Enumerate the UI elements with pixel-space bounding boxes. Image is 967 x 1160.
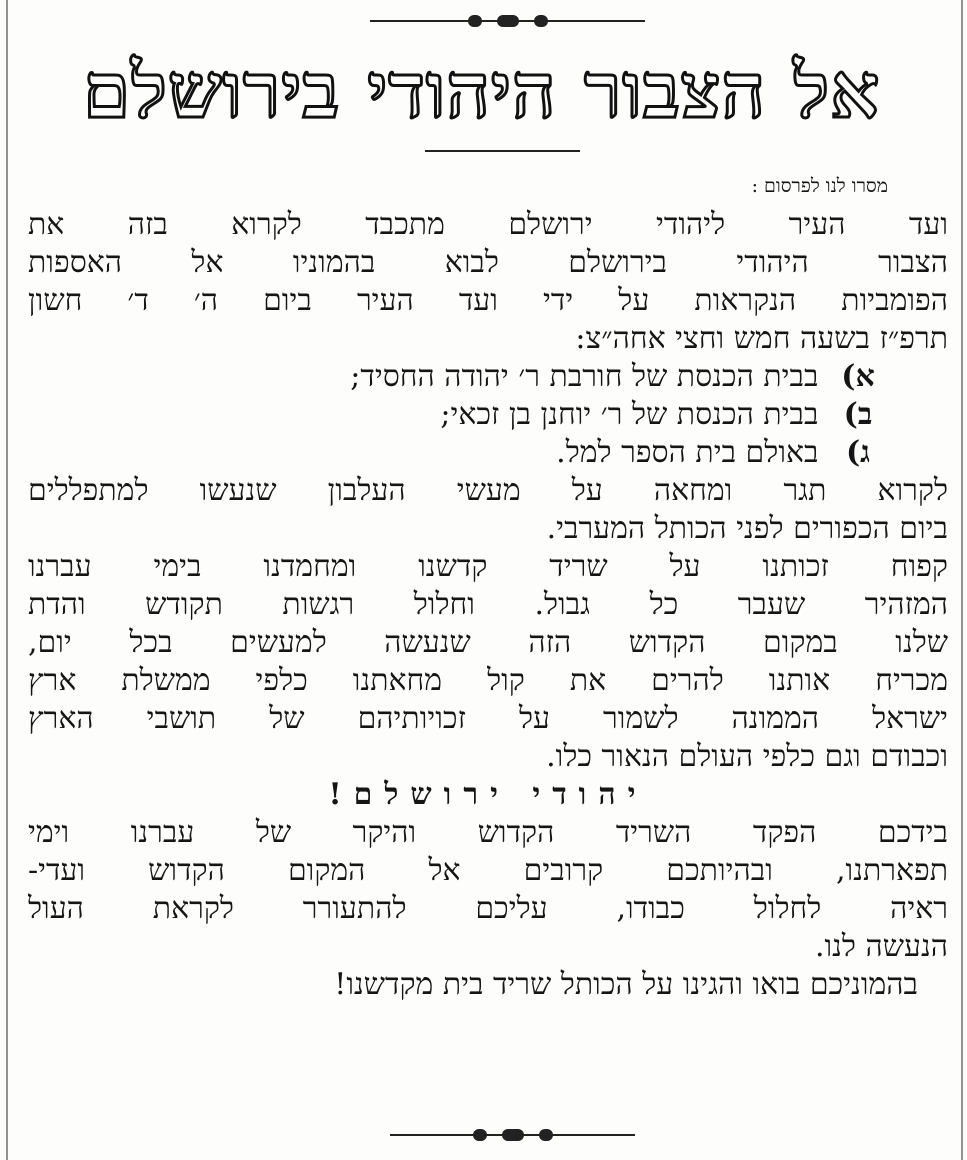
closing-line: בהמוניכם בואו והגינו על הכותל שריד בית מקדשנו! bbox=[334, 967, 918, 1002]
list-item-text: בבית הכנסת של ר׳ יוחנן בן זכאי; bbox=[440, 397, 819, 432]
paragraph-2 bbox=[28, 472, 948, 548]
headline-word-3: בירושלם bbox=[82, 46, 341, 135]
text-line: ישראל הממונה לשמור על זכויותיהם של תושבי הארץ bbox=[28, 701, 948, 736]
location-list bbox=[28, 358, 948, 472]
list-item bbox=[28, 396, 888, 434]
headline-words-2: הצבור היהודי bbox=[367, 46, 767, 135]
text-line: שלנו במקום הקדוש הזה שנעשה למעשים בכל יום, bbox=[28, 625, 948, 660]
paragraph-1 bbox=[28, 206, 948, 358]
list-marker: א) bbox=[841, 359, 875, 394]
text-line: קפוח זכותנו על שריד קדשנו ומחמדנו בימי עברנו bbox=[28, 549, 948, 584]
paragraph-3 bbox=[28, 548, 948, 776]
text-line: הפומביות הנקראות על ידי ועד העיר ביום ה׳ ד׳ חשון bbox=[28, 283, 948, 318]
list-item-text: באולם בית הספר למל. bbox=[556, 435, 819, 470]
editor-note: מסרו לנו לפרסום : bbox=[751, 175, 888, 197]
list-item-text: בבית הכנסת של חורבת ר׳ יהודה החסיד; bbox=[350, 359, 819, 394]
list-marker: ג) bbox=[845, 435, 871, 470]
headline-underline bbox=[425, 150, 580, 152]
text-line: בידכם הפקד השריד הקדוש והיקר של עברנו וימי bbox=[28, 815, 948, 850]
list-marker: ב) bbox=[843, 397, 873, 432]
text-line: הצבור היהודי בירושלם לבוא בהמוניו אל האספות bbox=[28, 245, 948, 280]
text-line: לקרוא תגר ומחאה על מעשי העלבון שנעשו למתפללים bbox=[28, 473, 948, 508]
top-ornament-rule bbox=[370, 14, 645, 28]
article-body bbox=[28, 160, 948, 1004]
callout: יהודי ירושלם! bbox=[328, 777, 648, 812]
list-item bbox=[28, 358, 888, 396]
text-line: תפארתנו, ובהיותכם קרובים אל המקום הקדוש ועדי- bbox=[28, 853, 948, 888]
text-line: ביום הכפורים לפני הכותל המערבי. bbox=[546, 511, 948, 546]
headline bbox=[82, 36, 880, 146]
text-line: המזהיר שעבר כל גבול. וחלול רגשות תקודש והדת bbox=[28, 587, 948, 622]
list-item bbox=[28, 434, 888, 472]
text-line: ראיה לחלול כבודו, עליכם להתעורר לקראת העול bbox=[28, 891, 948, 926]
text-line: ועד העיר ליהודי ירושלם מתכבד לקרוא בזה את bbox=[28, 207, 948, 242]
paragraph-4 bbox=[28, 814, 948, 966]
bottom-ornament-rule bbox=[390, 1128, 635, 1142]
text-line: תרפ״ז בשעה חמש וחצי אחה״צ: bbox=[575, 321, 948, 356]
text-line: וכבודם וגם כלפי העולם הנאור כלו. bbox=[546, 739, 948, 774]
text-line: מכריח אותנו להרים את קול מחאתנו כלפי ממשלת ארץ bbox=[28, 663, 948, 698]
left-border bbox=[6, 0, 8, 1160]
right-border bbox=[961, 0, 963, 1160]
headline-word-1: אל bbox=[793, 46, 880, 135]
text-line: הנעשה לנו. bbox=[814, 929, 948, 964]
